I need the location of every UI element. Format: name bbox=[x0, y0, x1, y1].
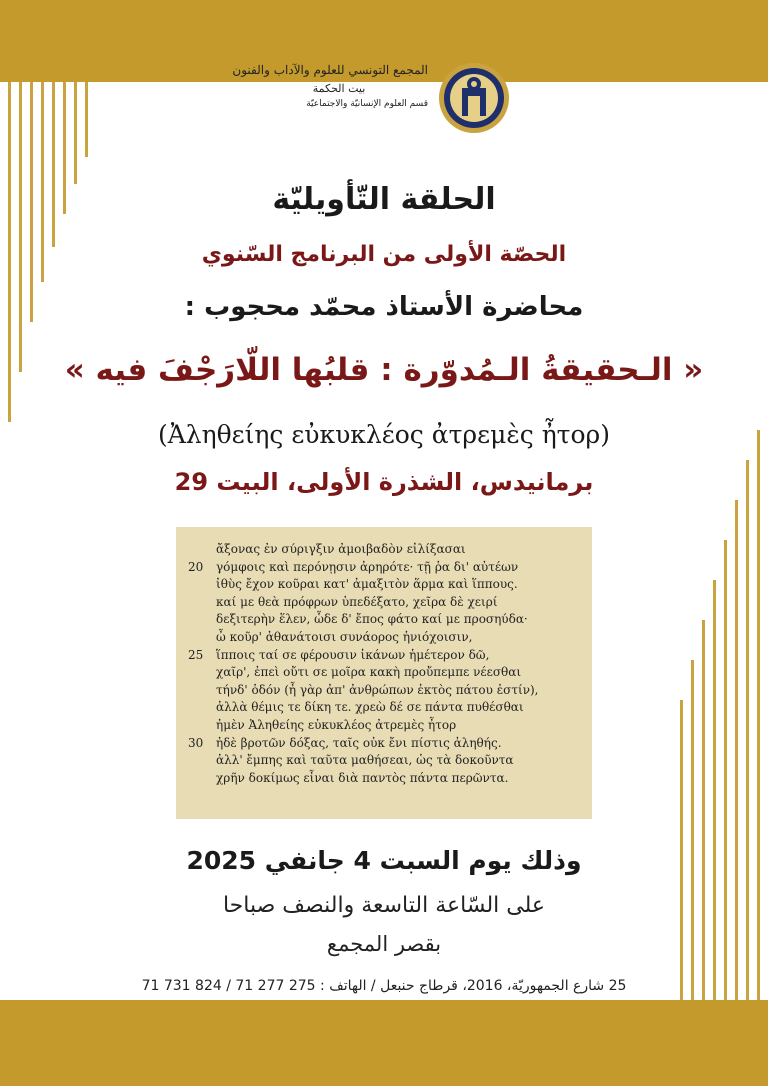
greek-line-text: ἄξονας ἐν σύριγξιν ἀμοιβαδὸν εἰλίξασαι bbox=[216, 542, 466, 556]
department-name: قسم العلوم الإنسانيّة والاجتماعيّة bbox=[306, 99, 428, 109]
greek-line-text: χαῖρ', ἐπεὶ οὔτι σε μοῖρα κακὴ προὔπεμπε νέεσθαι bbox=[216, 665, 522, 680]
lecturer-line: محاضرة الأستاذ محمّد محجوب : bbox=[184, 292, 584, 322]
footer-address: 25 شارع الجمهوريّة، 2016، قرطاج حنبعل / الهاتف : 275 277 71 / 824 731 71 bbox=[141, 978, 627, 994]
event-place: بقصر المجمع bbox=[326, 932, 442, 956]
greek-line bbox=[188, 611, 576, 629]
greek-line bbox=[188, 770, 576, 788]
greek-line-text: ἰθὺς ἔχον κοῦραι κατ' ἀμαξιτὸν ἅρμα καὶ ἵππους. bbox=[216, 577, 518, 592]
greek-line-text: ἀλλ' ἔμπης καὶ ταῦτα μαθήσεαι, ὡς τὰ δοκοῦντα bbox=[216, 753, 514, 768]
greek-line bbox=[188, 682, 576, 700]
event-time: على السّاعة التاسعة والنصف صباحا bbox=[222, 893, 546, 918]
event-subtitle: الحصّة الأولى من البرنامج السّنوي bbox=[201, 242, 567, 267]
greek-line bbox=[188, 594, 576, 612]
lecture-title: « الـحقيقةُ الـمُدوّرة : قلبُها اللّارَجْفَ فيه » bbox=[64, 352, 704, 388]
greek-line bbox=[188, 559, 576, 577]
greek-line-text: τήνδ' ὁδόν (ἦ γὰρ ἀπ' ἀνθρώπων ἐκτὸς πάτου ἐστίν), bbox=[216, 682, 539, 697]
line-number: 30 bbox=[188, 735, 204, 750]
bottom-gold-band bbox=[0, 1000, 768, 1086]
greek-line bbox=[188, 576, 576, 594]
greek-line-text: ἠδὲ βροτῶν δόξας, ταῖς οὐκ ἔνι πίστις ἀληθής. bbox=[216, 735, 502, 750]
greek-line bbox=[188, 541, 576, 559]
beit-hikma-label: بيت الحكمة bbox=[312, 82, 366, 95]
greek-line-text: ὦ κοῦρ' ἀθανάτοισι συνάορος ἡνιόχοισιν, bbox=[216, 629, 473, 644]
greek-line bbox=[188, 664, 576, 682]
academy-seal-icon bbox=[438, 62, 510, 134]
greek-line bbox=[188, 629, 576, 647]
greek-line-text: καί με θεὰ πρόφρων ὑπεδέξατο, χεῖρα δὲ χειρί bbox=[216, 594, 498, 609]
greek-line bbox=[188, 752, 576, 770]
greek-line-text: ἵπποις ταί σε φέρουσιν ἱκάνων ἡμέτερον δῶ, bbox=[216, 647, 490, 662]
greek-line-text: χρῆν δοκίμως εἶναι διὰ παντὸς πάντα περῶντα. bbox=[216, 770, 509, 785]
greek-line-text: δεξιτερὴν ἕλεν, ὧδε δ' ἔπος φάτο καί με προσηύδα· bbox=[216, 612, 528, 627]
line-number: 25 bbox=[188, 647, 204, 662]
event-date: وذلك يوم السبت 4 جانفي 2025 bbox=[186, 846, 582, 875]
greek-text-excerpt bbox=[176, 527, 592, 819]
event-title: الحلقة التّأويليّة bbox=[272, 182, 496, 217]
greek-line-text: γόμφοις καὶ περόνῃσιν ἀρηρότε· τῇ ῥα δι' αὐτέων bbox=[216, 559, 519, 574]
greek-line-text: ἠμὲν Ἀληθείης εὐκυκλέος ἀτρεμὲς ἦτορ bbox=[216, 717, 457, 732]
greek-line bbox=[188, 717, 576, 735]
source-reference: برمانيدس، الشذرة الأولى، البيت 29 bbox=[174, 468, 594, 496]
greek-title: (Ἀληθείης εὐκυκλέος ἀτρεμὲς ἦτορ) bbox=[157, 420, 611, 449]
academy-header bbox=[232, 62, 428, 109]
academy-name: المجمع التونسي للعلوم والآداب والفنون bbox=[232, 63, 428, 77]
greek-line bbox=[188, 735, 576, 753]
line-number: 20 bbox=[188, 559, 204, 574]
greek-line-text: ἀλλὰ θέμις τε δίκη τε. χρεὼ δέ σε πάντα πυθέσθαι bbox=[216, 700, 524, 715]
greek-line bbox=[188, 699, 576, 717]
greek-line bbox=[188, 647, 576, 665]
